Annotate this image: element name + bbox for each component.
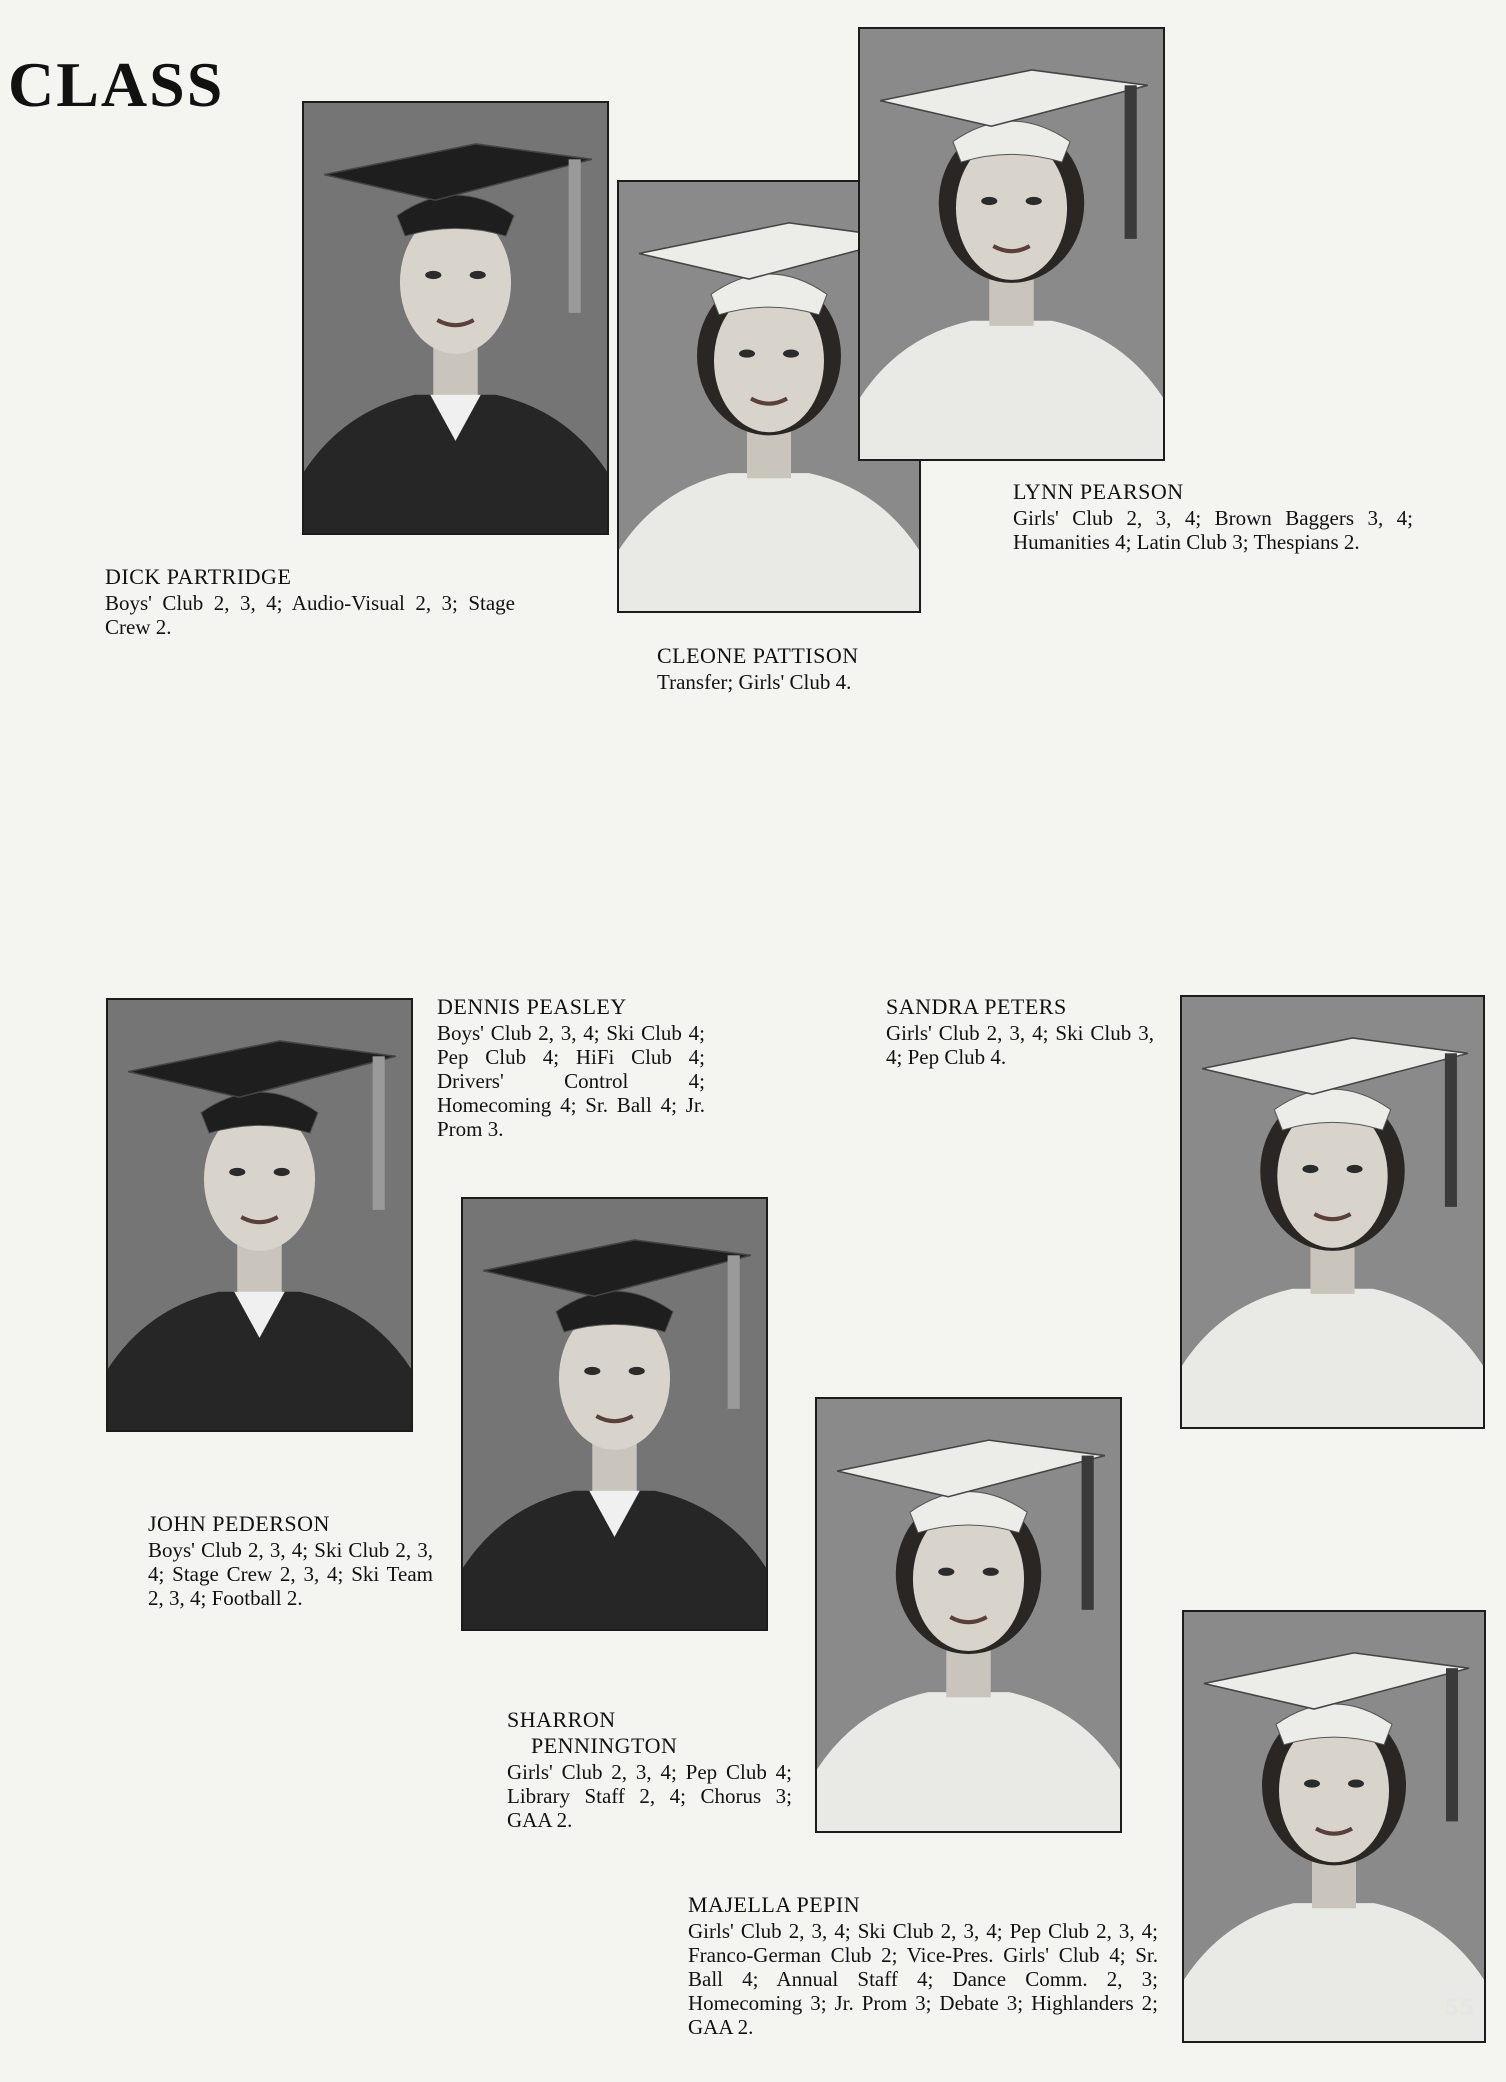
senior-name: LYNN PEARSON [1013, 479, 1184, 504]
eye-shape [1348, 1780, 1364, 1788]
senior-caption [657, 644, 957, 694]
eye-shape [1026, 197, 1042, 205]
tassel-shape [1445, 1053, 1457, 1207]
portrait-image [463, 1199, 766, 1629]
portrait-photo-pederson [461, 1197, 768, 1631]
senior-caption [148, 1512, 433, 1610]
tassel-shape [1446, 1668, 1458, 1821]
senior-activities: Boys' Club 2, 3, 4; Ski Club 2, 3, 4; Stage Crew 2, 3, 4; Ski Team 2, 3, 4; Football 2. [148, 1538, 433, 1610]
portrait-image [108, 1000, 411, 1430]
portrait-photo-peters [1180, 995, 1485, 1429]
senior-activities: Girls' Club 2, 3, 4; Ski Club 3, 4; Pep Club 4. [886, 1021, 1154, 1069]
senior-name: JOHN PEDERSON [148, 1511, 330, 1536]
senior-activities: Girls' Club 2, 3, 4; Brown Baggers 3, 4; Humanities 4; Latin Club 3; Thespians 2. [1013, 506, 1413, 554]
page-title: CLASS [8, 49, 225, 120]
eye-shape [783, 350, 799, 358]
senior-activities: Boys' Club 2, 3, 4; Ski Club 4; Pep Club 4; HiFi Club 4; Drivers' Control 4; Homecoming 4; Sr. Ball 4; Jr. Prom 3. [437, 1021, 705, 1141]
eye-shape [1304, 1780, 1320, 1788]
senior-name: DENNIS PEASLEY [437, 994, 627, 1019]
eye-shape [274, 1168, 290, 1176]
senior-caption [886, 995, 1154, 1069]
portrait-image [1184, 1612, 1484, 2041]
portrait-photo-pepin [1182, 1610, 1486, 2043]
eye-shape [981, 197, 997, 205]
portrait-photo-partridge [302, 101, 609, 535]
eye-shape [629, 1367, 645, 1375]
eye-shape [470, 271, 486, 279]
tassel-shape [728, 1255, 740, 1409]
tassel-shape [373, 1056, 385, 1210]
senior-caption [105, 565, 515, 639]
eye-shape [983, 1568, 999, 1576]
portrait-photo-peasley [106, 998, 413, 1432]
eye-shape [739, 350, 755, 358]
portrait-image [860, 29, 1163, 459]
eye-shape [229, 1168, 245, 1176]
eye-shape [584, 1367, 600, 1375]
portrait-photo-pennington [815, 1397, 1122, 1833]
eye-shape [1347, 1165, 1363, 1173]
page-number: 55 [1444, 1996, 1475, 2021]
senior-caption [688, 1893, 1158, 2039]
senior-name-line: PENNINGTON [531, 1733, 678, 1758]
senior-name: CLEONE PATTISON [657, 643, 859, 668]
portrait-image [304, 103, 607, 533]
senior-caption [507, 1708, 792, 1832]
senior-name-line: SHARRON [507, 1707, 616, 1732]
portrait-image [1182, 997, 1483, 1427]
eye-shape [1302, 1165, 1318, 1173]
senior-activities: Girls' Club 2, 3, 4; Ski Club 2, 3, 4; Pep Club 2, 3, 4; Franco-German Club 2; Vice-Pres. Girls' Club 4; Sr. Ball 4; Annual Staff 4; Dance Comm. 2, 3; Homecoming 3; Jr. Prom 3; Debate 3; Highlanders 2; GAA 2. [688, 1919, 1158, 2039]
senior-activities: Transfer; Girls' Club 4. [657, 670, 852, 694]
senior-caption [437, 995, 705, 1141]
eye-shape [425, 271, 441, 279]
senior-name: MAJELLA PEPIN [688, 1892, 861, 1917]
tassel-shape [569, 159, 581, 313]
portrait-photo-pearson [858, 27, 1165, 461]
tassel-shape [1082, 1456, 1094, 1610]
senior-caption [1013, 480, 1413, 554]
senior-activities: Boys' Club 2, 3, 4; Audio-Visual 2, 3; Stage Crew 2. [105, 591, 515, 639]
tassel-shape [1125, 85, 1137, 239]
eye-shape [938, 1568, 954, 1576]
senior-name: SANDRA PETERS [886, 994, 1067, 1019]
senior-name: DICK PARTRIDGE [105, 564, 292, 589]
portrait-image [817, 1399, 1120, 1831]
senior-activities: Girls' Club 2, 3, 4; Pep Club 4; Library Staff 2, 4; Chorus 3; GAA 2. [507, 1760, 792, 1832]
